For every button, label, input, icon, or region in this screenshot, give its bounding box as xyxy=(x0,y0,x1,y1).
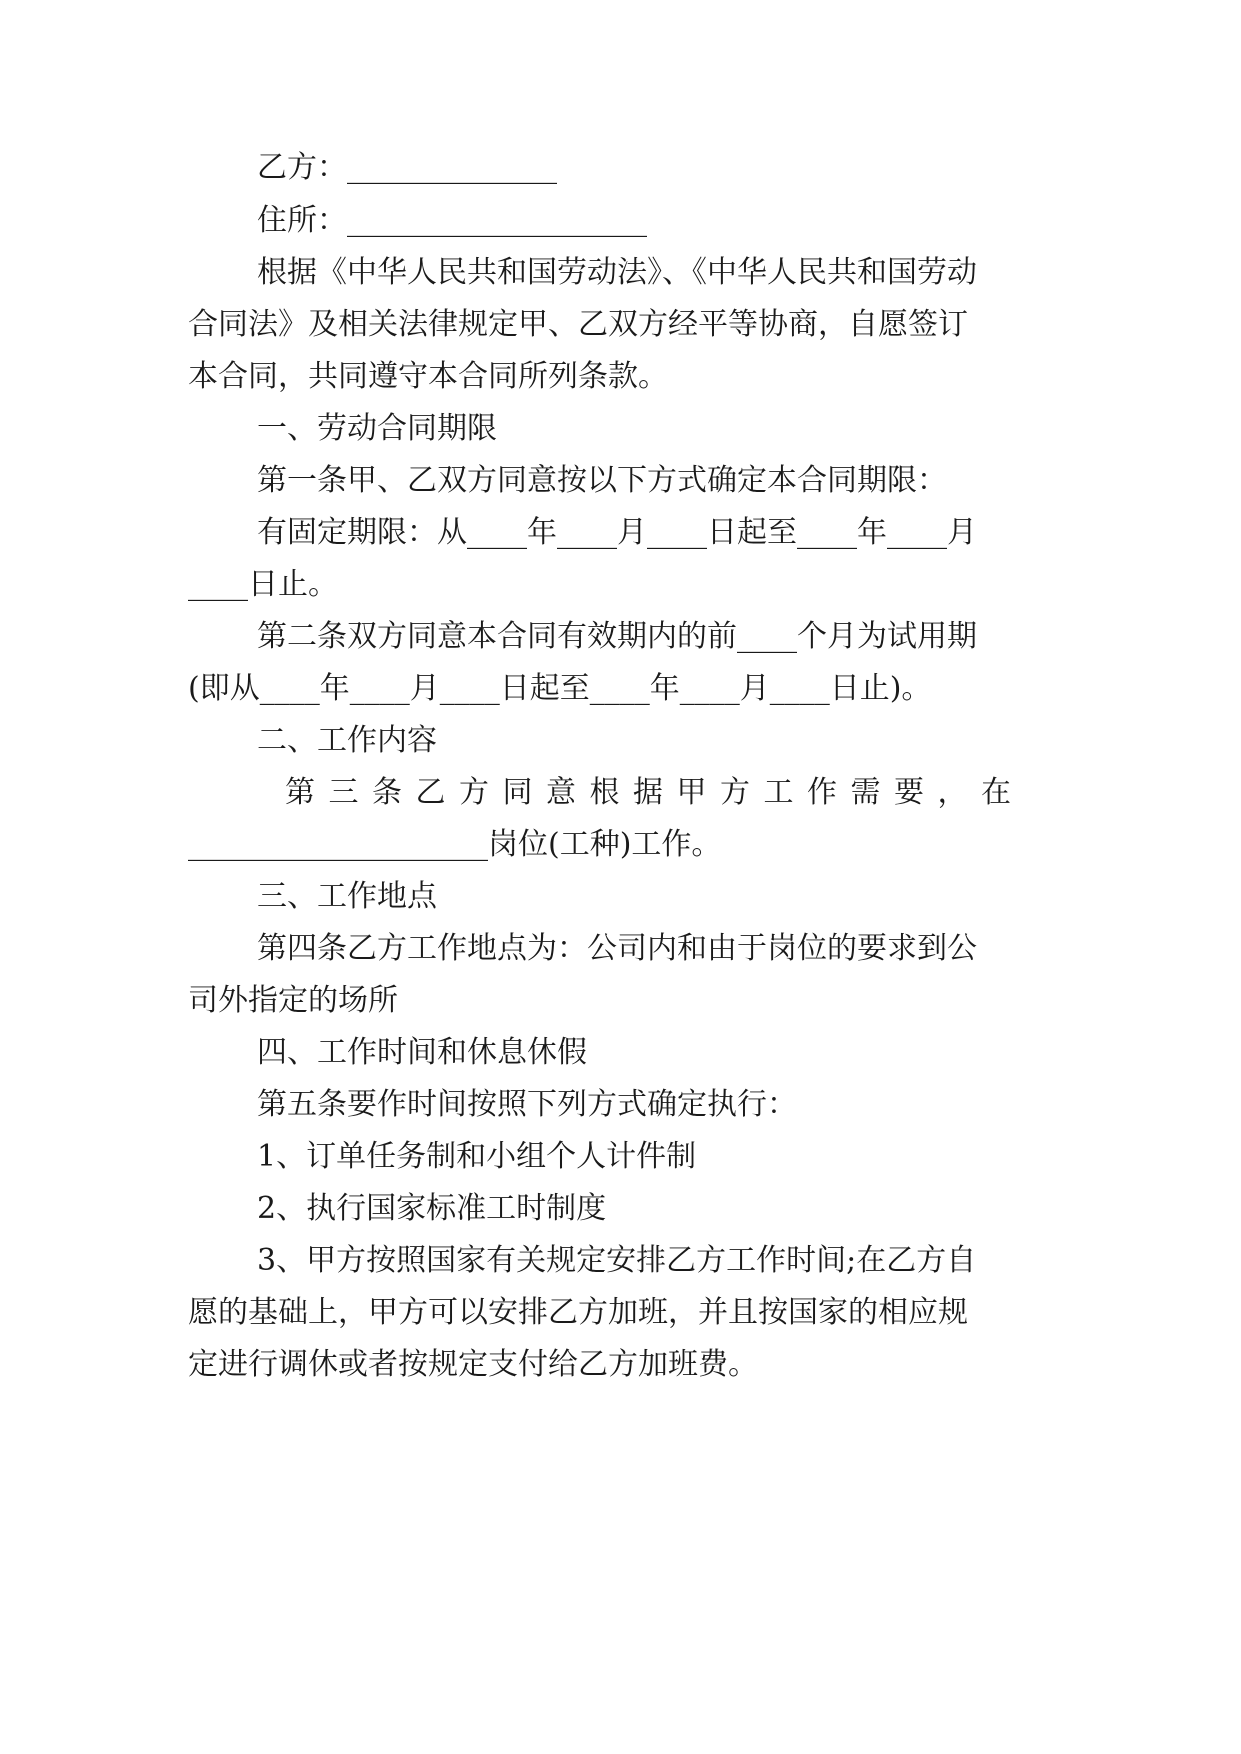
paragraph-line: 第三条乙方同意根据甲方工作需要，在 xyxy=(285,775,1025,810)
paragraph-line: ____________________岗位(工种)工作。 xyxy=(188,827,722,862)
paragraph-line: 合同法》及相关法律规定甲、乙双方经平等协商，自愿签订 xyxy=(188,307,968,342)
paragraph-line: 愿的基础上，甲方可以安排乙方加班，并且按国家的相应规 xyxy=(188,1295,968,1330)
paragraph-line: 司外指定的场所 xyxy=(188,983,398,1018)
section-heading: 一、劳动合同期限 xyxy=(257,411,497,446)
paragraph-line: 第二条双方同意本合同有效期内的前____个月为试用期 xyxy=(257,619,977,654)
paragraph-line: 定进行调休或者按规定支付给乙方加班费。 xyxy=(188,1347,758,1382)
list-item: 2、执行国家标准工时制度 xyxy=(257,1191,607,1226)
address-line: 住所：____________________ xyxy=(257,203,647,238)
list-item: 3、甲方按照国家有关规定安排乙方工作时间;在乙方自 xyxy=(257,1243,977,1278)
list-item: 1、订单任务制和小组个人计件制 xyxy=(257,1139,697,1174)
section-heading: 三、工作地点 xyxy=(257,879,437,914)
section-heading: 二、工作内容 xyxy=(257,723,437,758)
paragraph-line: 根据《中华人民共和国劳动法》、《中华人民共和国劳动 xyxy=(257,255,977,290)
paragraph-line: 第五条要作时间按照下列方式确定执行： xyxy=(257,1087,797,1122)
section-heading: 四、工作时间和休息休假 xyxy=(257,1035,587,1070)
paragraph-line: 第一条甲、乙双方同意按以下方式确定本合同期限： xyxy=(257,463,947,498)
paragraph-line: 本合同，共同遵守本合同所列条款。 xyxy=(188,359,668,394)
paragraph-line: (即从____年____月____日起至____年____月____日止)。 xyxy=(188,671,932,706)
paragraph-line: 有固定期限：从____年____月____日起至____年____月 xyxy=(257,515,977,550)
paragraph-line: ____日止。 xyxy=(188,567,338,602)
paragraph-line: 第四条乙方工作地点为：公司内和由于岗位的要求到公 xyxy=(257,931,977,966)
party-b-line: 乙方：______________ xyxy=(257,150,557,185)
